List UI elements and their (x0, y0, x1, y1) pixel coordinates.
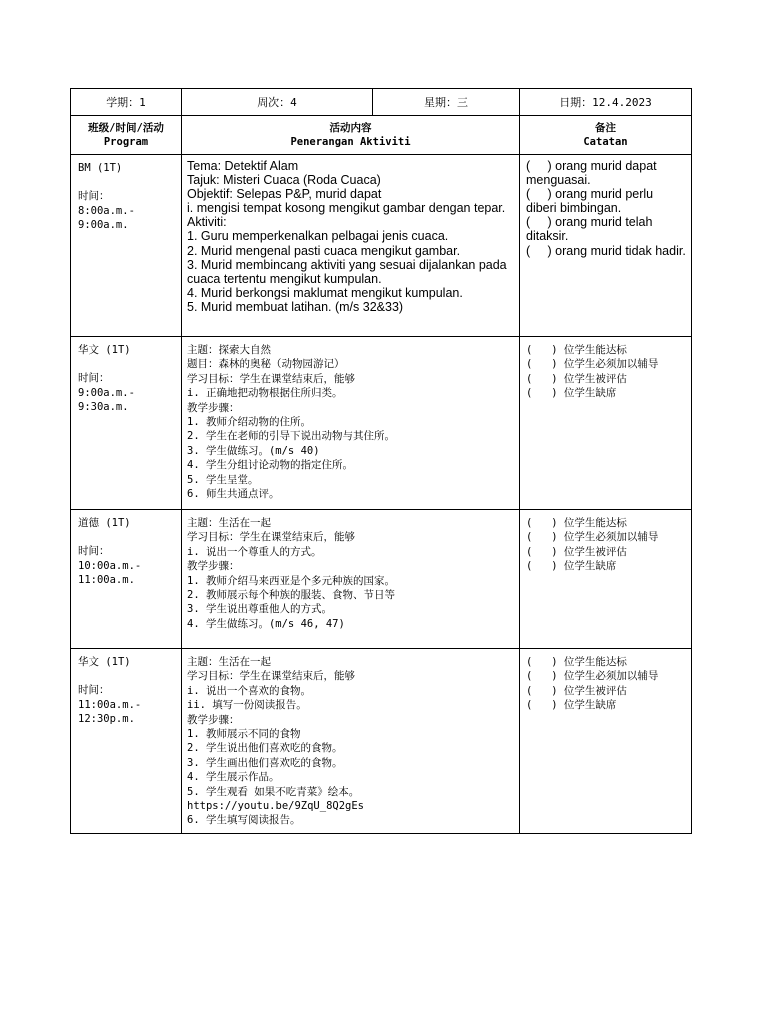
activity-line: Tema: Detektif Alam (187, 159, 299, 173)
notes-header-ms: Catatan (583, 136, 628, 148)
day-cell: 星期：三 (373, 89, 520, 116)
subject-label: 华文 (1T) (78, 344, 131, 356)
activity-line: 3. 学生做练习。(m/s 40) (187, 444, 320, 457)
program-cell (71, 155, 182, 337)
note-line: ( ) orang murid telah ditaksir. (526, 215, 656, 244)
activity-line: 4. 学生展示作品。 (187, 771, 280, 784)
time-label: 时间： (78, 372, 110, 385)
activity-line: 1. 教师介绍马来西亚是个多元种族的国家。 (187, 574, 395, 587)
column-header-row (71, 116, 692, 155)
note-line: ( ) 位学生必须加以辅导 (526, 670, 659, 683)
activity-line: 5. 学生观看 如果不吃青菜》绘本。 (187, 785, 360, 798)
activity-line: 1. 教师介绍动物的住所。 (187, 416, 311, 429)
activity-line: 5. 学生呈堂。 (187, 473, 259, 486)
program-cell (71, 649, 182, 834)
note-line: ( ) 位学生被评估 (526, 545, 627, 558)
header-row (71, 89, 692, 116)
notes-cell (520, 510, 692, 649)
time-end: 9:30a.m. (78, 401, 129, 414)
activity-column-header (182, 116, 520, 155)
lesson-row (71, 510, 692, 649)
activity-line: 2. 学生在老师的引导下说出动物与其住所。 (187, 430, 395, 443)
program-column-header (71, 116, 182, 155)
activity-line: i. 说出一个喜欢的食物。 (187, 684, 311, 697)
activity-line: i. 正确地把动物根据住所归类。 (187, 387, 343, 400)
activity-line: ii. 填写一份阅读报告。 (187, 699, 307, 712)
activity-line: Objektif: Selepas P&P, murid dapat (187, 187, 382, 202)
activity-line: 学习目标：学生在课堂结束后，能够 (187, 670, 355, 683)
note-line: ( ) 位学生能达标 (526, 344, 627, 356)
program-cell (71, 510, 182, 649)
activity-line: 3. Murid membincang aktiviti yang sesuai dijalankan pada cuaca tertentu mengikut kumpulan. (187, 257, 511, 286)
activity-line: 1. 教师展示不同的食物 (187, 728, 301, 741)
activity-line: 3. 学生画出他们喜欢吃的食物。 (187, 756, 343, 769)
subject-label: BM (1T) (78, 162, 123, 174)
time-start: 10:00a.m.- (78, 559, 142, 572)
activity-line: 4. 学生分组讨论动物的指定住所。 (187, 459, 353, 472)
time-label: 时间： (78, 545, 110, 558)
activity-line: 6. 师生共通点评。 (187, 488, 280, 501)
activity-line: 1. Guru memperkenalkan pelbagai jenis cuaca. (187, 229, 449, 244)
note-line: ( ) 位学生能达标 (526, 656, 627, 668)
program-header-ms: Program (103, 136, 149, 148)
lesson-plan-table (70, 88, 692, 834)
activity-cell (182, 155, 520, 337)
activity-line: 2. 教师展示每个种族的服装、食物、节日等 (187, 589, 395, 602)
activity-line: 教学步骤： (187, 401, 240, 414)
week-cell: 周次：4 (182, 89, 373, 116)
note-line: ( ) orang murid dapat menguasai. (526, 159, 661, 188)
time-start: 8:00a.m.- (78, 204, 135, 217)
lesson-row (71, 649, 692, 834)
activity-line: 学习目标：学生在课堂结束后，能够 (187, 372, 355, 385)
note-line: ( ) 位学生必须加以辅导 (526, 531, 659, 544)
time-label: 时间： (78, 684, 110, 697)
activity-line: 主题：生活在一起 (187, 517, 271, 529)
date-cell: 日期：12.4.2023 (520, 89, 692, 116)
time-end: 12:30p.m. (78, 713, 135, 726)
activity-line: 学习目标：学生在课堂结束后，能够 (187, 531, 355, 544)
activity-line: i. mengisi tempat kosong mengikut gambar dengan tepar. (187, 201, 506, 216)
notes-header-zh: 备注 (595, 122, 616, 134)
subject-label: 道德 (1T) (78, 517, 131, 529)
time-end: 9:00a.m. (78, 219, 129, 232)
time-end: 11:00a.m. (78, 574, 135, 587)
activity-line: 6. 学生填写阅读报告。 (187, 814, 301, 827)
note-line: ( ) 位学生缺席 (526, 699, 617, 712)
activity-cell (182, 649, 520, 834)
activity-line: Tajuk: Misteri Cuaca (Roda Cuaca) (187, 173, 381, 188)
activity-header-ms: Penerangan Aktiviti (290, 136, 411, 148)
notes-column-header (520, 116, 692, 155)
note-line: ( ) 位学生必须加以辅导 (526, 358, 659, 371)
activity-line: 教学步骤： (187, 713, 240, 726)
program-cell (71, 337, 182, 510)
activity-line: 教学步骤： (187, 560, 240, 573)
activity-line: 主题：生活在一起 (187, 656, 271, 668)
activity-line: 4. Murid berkongsi maklumat mengikut kumpulan. (187, 285, 463, 300)
subject-label: 华文 (1T) (78, 656, 131, 668)
activity-cell (182, 337, 520, 510)
activity-line: Aktiviti: (187, 215, 227, 230)
notes-cell (520, 649, 692, 834)
activity-header-zh: 活动内容 (329, 122, 372, 134)
link-line[interactable]: https://youtu.be/9ZqU_8Q2gEs (187, 800, 365, 813)
time-start: 11:00a.m.- (78, 698, 142, 711)
notes-cell (520, 337, 692, 510)
activity-line: 主题：探索大自然 (187, 344, 271, 356)
note-line: ( ) 位学生被评估 (526, 372, 627, 385)
note-line: ( ) 位学生缺席 (526, 560, 617, 573)
program-header-zh: 班级/时间/活动 (88, 122, 164, 134)
activity-line: i. 说出一个尊重人的方式。 (187, 545, 322, 558)
activity-line: 2. 学生说出他们喜欢吃的食物。 (187, 742, 343, 755)
lesson-row (71, 337, 692, 510)
notes-cell (520, 155, 692, 337)
note-line: ( ) orang murid tidak hadir. (526, 243, 686, 258)
lesson-plan-sheet (70, 88, 692, 834)
activity-line: 5. Murid membuat latihan. (m/s 32&33) (187, 299, 404, 314)
lesson-row (71, 155, 692, 337)
time-start: 9:00a.m.- (78, 386, 135, 399)
activity-line: 题目：森林的奥秘（动物园游记） (187, 358, 345, 371)
activity-line: 3. 学生说出尊重他人的方式。 (187, 603, 332, 616)
time-label: 时间： (78, 190, 110, 203)
activity-line: 2. Murid mengenal pasti cuaca mengikut gambar. (187, 243, 461, 258)
note-line: ( ) orang murid perlu diberi bimbingan. (526, 187, 657, 216)
note-line: ( ) 位学生缺席 (526, 387, 617, 400)
activity-line: 4. 学生做练习。(m/s 46, 47) (187, 617, 345, 630)
note-line: ( ) 位学生能达标 (526, 517, 627, 529)
note-line: ( ) 位学生被评估 (526, 684, 627, 697)
activity-cell (182, 510, 520, 649)
term-cell: 学期：1 (71, 89, 182, 116)
